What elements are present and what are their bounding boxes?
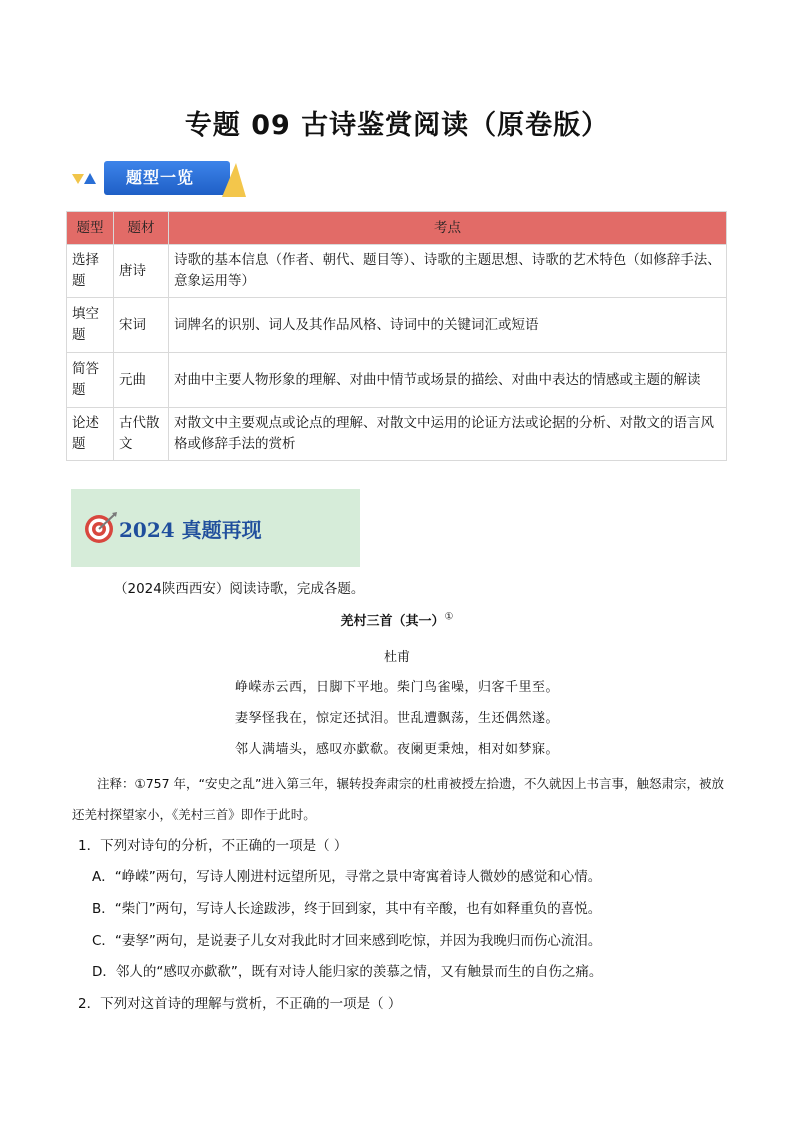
poem-line: 峥嵘赤云西，日脚下平地。柴门鸟雀噪，归客千里至。 — [234, 680, 559, 695]
cell-genre: 宋词 — [114, 298, 169, 353]
column-header-genre: 题材 — [114, 212, 169, 245]
overview-table — [66, 211, 727, 461]
cell-points: 词牌名的识别、词人及其作品风格、诗词中的关键词汇或短语 — [169, 298, 727, 353]
column-header-points: 考点 — [169, 212, 727, 245]
cell-points: 对曲中主要人物形象的理解、对曲中情节或场景的描绘、对曲中表达的情感或主题的解读 — [169, 353, 727, 408]
option-b: B．“柴门”两句，写诗人长途跋涉，终于回到家，其中有辛酸，也有如释重负的喜悦。 — [92, 901, 602, 917]
poem-line: 妻孥怪我在，惊定还拭泪。世乱遭飘荡，生还偶然遂。 — [234, 711, 559, 726]
table-row — [67, 408, 727, 461]
cell-genre: 唐诗 — [114, 245, 169, 298]
section-title-exam: 2024 真题再现 — [119, 518, 262, 542]
question-2: 2．下列对这首诗的理解与赏析，不正确的一项是（ ） — [78, 996, 402, 1012]
cell-genre: 元曲 — [114, 353, 169, 408]
poem-title-text: 羌村三首（其一） — [340, 614, 445, 629]
footnote: 注释：①757 年，“安史之乱”进入第三年，辗转投奔肃宗的杜甫被授左拾遗，不久就因上书言事，触怒肃宗，被放还羌村探望家小，《羌村三首》即作于此时。 — [72, 776, 724, 822]
column-header-type: 题型 — [67, 212, 114, 245]
cell-type: 简答题 — [67, 353, 114, 408]
table-row — [67, 245, 727, 298]
section-banner-overview — [72, 159, 252, 199]
section-banner-exam — [71, 489, 360, 567]
cell-type: 选择题 — [67, 245, 114, 298]
option-c: C．“妻孥”两句，是说妻子儿女对我此时才回来感到吃惊，并因为我晚归而伤心流泪。 — [92, 933, 602, 949]
question-intro: （2024陕西西安）阅读诗歌，完成各题。 — [114, 581, 365, 597]
cell-points: 对散文中主要观点或论点的理解、对散文中运用的论证方法或论据的分析、对散文的语言风格或修辞手法的赏析 — [169, 408, 727, 461]
footnote-mark: ① — [444, 611, 454, 623]
cell-points: 诗歌的基本信息（作者、朝代、题目等）、诗歌的主题思想、诗歌的艺术特色（如修辞手法、意象运用等） — [169, 245, 727, 298]
target-icon — [84, 511, 118, 545]
page-title: 专题 09 古诗鉴赏阅读（原卷版） — [184, 110, 610, 141]
cell-type: 论述题 — [67, 408, 114, 461]
triangle-up-icon — [84, 173, 96, 184]
option-a: A．“峥嵘”两句，写诗人刚进村远望所见，寻常之景中寄寓着诗人微妙的感觉和心情。 — [92, 869, 602, 885]
poem-title — [0, 610, 794, 629]
table-row — [67, 353, 727, 408]
cell-genre: 古代散文 — [114, 408, 169, 461]
poem-line: 邻人满墙头，感叹亦歔欷。夜阑更秉烛，相对如梦寐。 — [234, 742, 559, 757]
triangle-down-icon — [72, 174, 84, 184]
poem-author: 杜甫 — [383, 650, 410, 665]
section-title-overview: 题型一览 — [125, 168, 194, 187]
question-1: 1．下列对诗句的分析，不正确的一项是（ ） — [78, 838, 348, 854]
triangle-decor-icon — [222, 163, 246, 197]
table-header-row — [67, 212, 727, 245]
cell-type: 填空题 — [67, 298, 114, 353]
option-d: D．邻人的“感叹亦歔欷”，既有对诗人能归家的羡慕之情，又有触景而生的自伤之痛。 — [92, 964, 603, 980]
table-row — [67, 298, 727, 353]
